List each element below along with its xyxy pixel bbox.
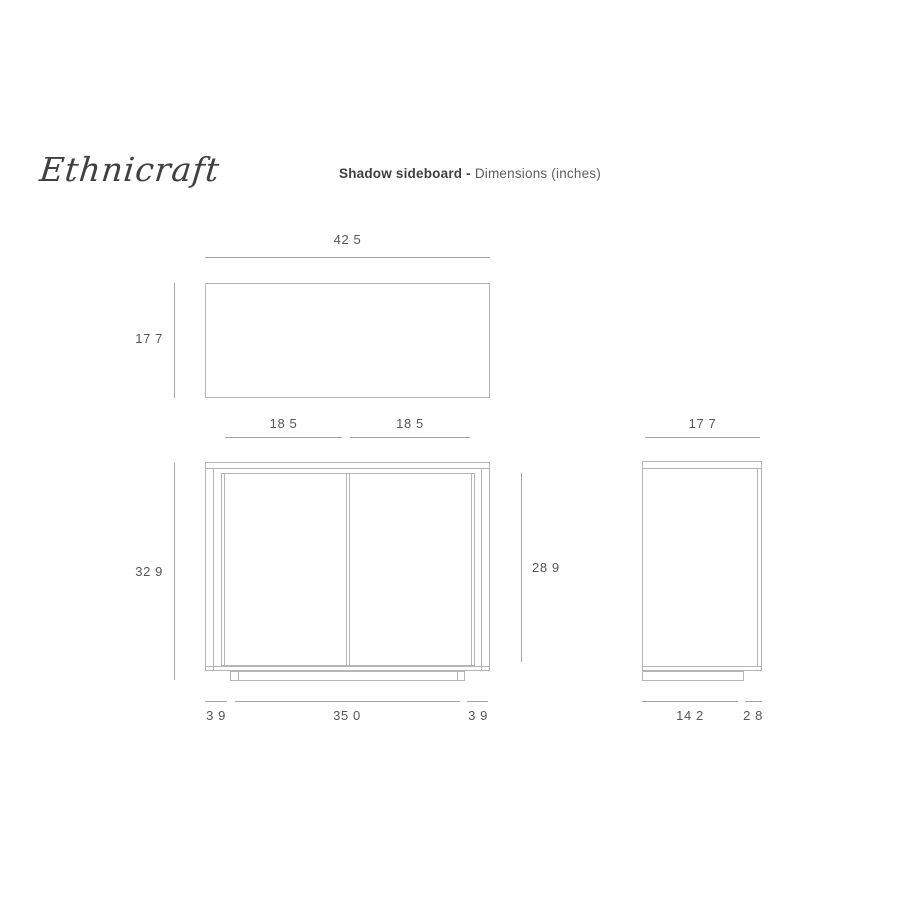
front-view-left-door-width-label: 18 5 [269,416,298,431]
front-view-door-height-label: 28 9 [532,560,560,575]
page-title [339,166,601,181]
front-view-plinth-inset-right-label: 3 9 [468,708,488,723]
side-view-bottom-slab-line [642,666,762,667]
front-view-right-panel-inner-line [481,468,482,671]
side-view-plinth-depth-label: 14 2 [676,708,704,723]
front-view-door-height-dimension-line [521,473,522,662]
front-view-plinth-inset-left-label: 3 9 [206,708,226,723]
front-view-right-door-edge-line [471,473,472,666]
front-view-bottom-slab-line [205,666,490,667]
front-view-total-height-dimension-line [174,463,175,680]
front-view-left-panel-inner-line [213,468,214,671]
side-view-front-edge-line [757,468,758,666]
top-view-depth-dimension-line [174,283,175,398]
top-view-depth-label: 17 7 [135,331,163,346]
top-view-width-label: 42 5 [333,232,362,247]
front-view-right-door-width-label: 18 5 [396,416,424,431]
front-view-plinth-outline [230,671,465,681]
side-view-body-outline [642,461,762,671]
front-view-top-slab-line [205,468,490,469]
side-view-depth-label: 17 7 [688,416,717,431]
product-name: Shadow sideboard - [339,166,471,181]
side-view-depth-dimension-line [645,437,760,438]
top-view-width-dimension-line [205,257,490,258]
side-view-plinth-setback-label: 2 8 [743,708,763,723]
front-view-right-door-dimension-line [350,437,470,438]
front-view-door-gap-left-line [346,473,347,666]
front-view-door-gap-right-line [349,473,350,666]
side-view-top-slab-line [642,468,762,469]
front-view-plinth-width-line [235,701,460,702]
front-view-door-frame-outline [221,473,475,666]
front-view-plinth-width-label: 35 0 [333,708,361,723]
side-view-plinth-setback-line [745,701,762,702]
title-subtext: Dimensions (inches) [474,166,601,181]
front-view-total-height-label: 32 9 [135,564,163,579]
front-view-plinth-inset-left-line [205,701,227,702]
brand-logo: Ethnicraft [37,150,222,189]
top-view-outline [205,283,490,398]
front-view-plinth-inset-right-line [467,701,488,702]
side-view-plinth-outline [642,671,744,681]
front-view-left-door-dimension-line [225,437,342,438]
front-view-right-foot-line [457,671,458,681]
front-view-left-door-edge-line [224,473,225,666]
front-view-left-foot-line [238,671,239,681]
side-view-plinth-depth-line [642,701,738,702]
